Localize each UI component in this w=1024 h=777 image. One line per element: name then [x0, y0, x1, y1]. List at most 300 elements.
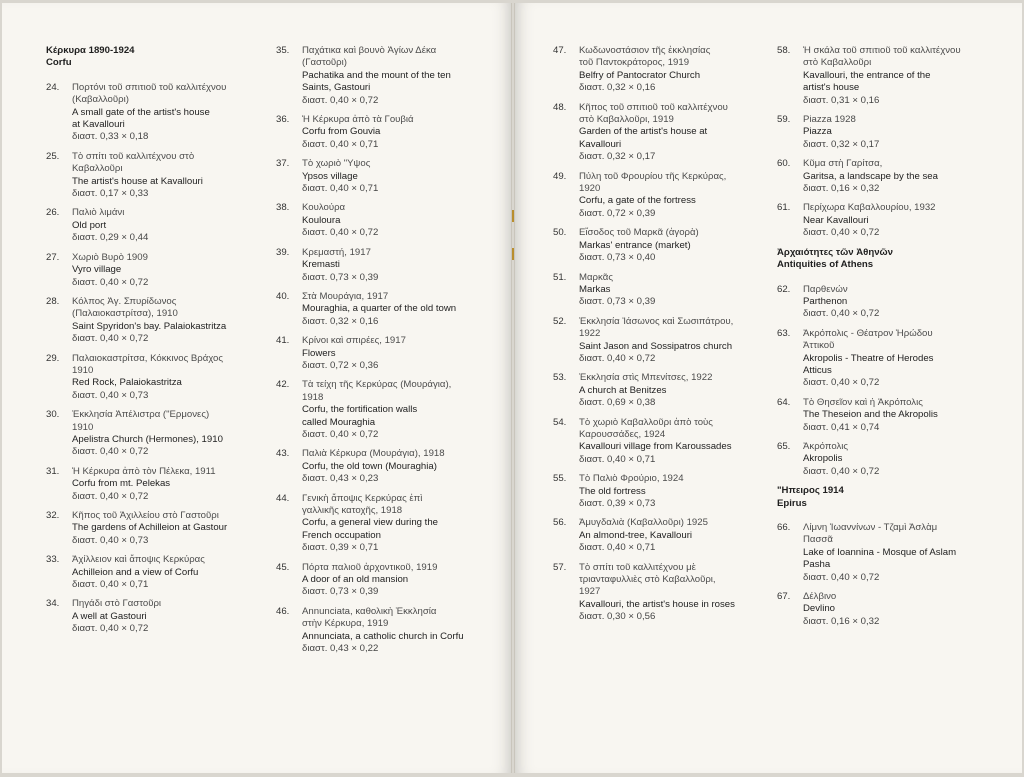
entry-body: [803, 158, 1017, 195]
greek-title: 1910: [72, 364, 94, 376]
entry-body: [579, 171, 775, 221]
catalogue-entry: [46, 353, 272, 403]
greek-title: 1920: [579, 183, 601, 195]
greek-title: Εἴσοδος τοῦ Μαρκᾶ (ἀγορὰ): [579, 227, 699, 239]
entry-number: 50.: [553, 227, 567, 239]
greek-title: Κῆπος τοῦ Ἀχιλλείου στὸ Γαστοῦρι: [72, 510, 219, 521]
entry-number: 24.: [46, 81, 60, 93]
greek-title: Κωδωνοστάσιον τῆς ἐκκλησίας: [579, 45, 711, 56]
english-title: Atticus: [803, 364, 832, 376]
entry-number: 42.: [276, 379, 290, 391]
entry-number: 67.: [777, 591, 791, 603]
catalogue-entry: [276, 493, 500, 555]
entry-number: 39.: [276, 246, 290, 258]
catalogue-column-4: [777, 45, 1017, 635]
entry-body: [72, 207, 272, 244]
section-heading-line: Corfu: [46, 57, 72, 69]
dimensions: διαστ. 0,73 × 0,39: [302, 586, 379, 598]
entry-body: [302, 291, 500, 328]
entry-number: 40.: [276, 290, 290, 302]
entry-body: [803, 284, 1017, 321]
entry-number: 33.: [46, 554, 60, 566]
greek-title: Κουλούρα: [302, 202, 346, 214]
english-title: Devlino: [803, 603, 835, 615]
english-title: Annunciata, a catholic church in Corfu: [302, 630, 464, 642]
dimensions: διαστ. 0,32 × 0,16: [302, 315, 379, 327]
greek-title: Καρουσσάδες, 1924: [579, 428, 666, 440]
greek-title: Παλαιοκαστρίτσα, Κόκκινος Βράχος: [72, 352, 224, 364]
dimensions: διαστ. 0,40 × 0,71: [579, 453, 656, 465]
entry-body: [803, 441, 1017, 478]
dimensions: διαστ. 0,40 × 0,72: [302, 428, 379, 440]
english-title: Markas' entrance (market): [579, 239, 691, 251]
dimensions: διαστ. 0,40 × 0,72: [72, 276, 149, 288]
entry-number: 55.: [553, 473, 567, 485]
english-title: Flowers: [302, 347, 336, 359]
entry-number: 53.: [553, 372, 567, 384]
catalogue-entry: [46, 409, 272, 459]
english-title: A small gate of the artist's house: [72, 106, 210, 118]
greek-title: Ἐκκλησία Ἀπέλιστρα ("Ερμονες): [72, 409, 210, 421]
english-title: A church at Benitzes: [579, 384, 667, 396]
english-title: Red Rock, Palaiokastritza: [72, 377, 182, 389]
catalogue-entry: [276, 114, 500, 151]
catalogue-entry: [276, 335, 500, 372]
english-title: Pachatika and the mount of the ten: [302, 69, 451, 81]
catalogue-entry: [276, 45, 500, 107]
english-title: Corfu, the old town (Mouraghia): [302, 460, 437, 472]
entry-number: 36.: [276, 114, 290, 126]
greek-title: Πορτόνι τοῦ σπιτιοῦ τοῦ καλλιτέχνου: [72, 81, 227, 93]
entry-number: 32.: [46, 510, 60, 521]
entry-body: [72, 296, 272, 346]
dimensions: διαστ. 0,39 × 0,71: [302, 542, 379, 554]
section-heading: [777, 485, 1017, 510]
entry-body: [579, 473, 775, 510]
entry-body: [302, 202, 500, 239]
greek-title: Πηγάδι στὸ Γαστοῦρι: [72, 598, 162, 610]
dimensions: διαστ. 0,40 × 0,71: [579, 542, 656, 554]
entry-body: [72, 151, 272, 201]
catalogue-entry: [553, 102, 775, 164]
section-heading-line: "Ηπειρος 1914: [777, 485, 844, 497]
entry-number: 45.: [276, 561, 290, 573]
section-heading: [46, 45, 272, 70]
entry-body: [302, 335, 500, 372]
dimensions: διαστ. 0,33 × 0,18: [72, 131, 149, 143]
catalogue-entry: [777, 114, 1017, 151]
greek-title: Κρεμαστή, 1917: [302, 246, 371, 258]
dimensions: διαστ. 0,16 × 0,32: [803, 615, 880, 627]
dimensions: διαστ. 0,32 × 0,16: [579, 82, 656, 94]
english-title: Vyro village: [72, 264, 122, 276]
english-title: Garitsa, a landscape by the sea: [803, 170, 938, 182]
entry-number: 59.: [777, 114, 791, 126]
english-title: Kavallouri, the artist's house in roses: [579, 598, 735, 610]
section-heading-line: Ἀρχαιότητες τῶν Ἀθηνῶν: [777, 246, 893, 258]
dimensions: διαστ. 0,72 × 0,39: [579, 207, 656, 219]
dimensions: διαστ. 0,31 × 0,16: [803, 94, 880, 106]
entry-body: [579, 102, 775, 164]
catalogue-entry: [553, 45, 775, 95]
greek-title: Τὰ τείχη τῆς Κερκύρας (Μουράγια),: [302, 379, 452, 391]
english-title: Kouloura: [302, 214, 341, 226]
dimensions: διαστ. 0,40 × 0,72: [803, 308, 880, 320]
greek-title: Ἀμυγδαλιὰ (Καβαλλοῦρι) 1925: [579, 517, 708, 529]
greek-title: Παρθενών: [803, 283, 848, 295]
greek-title: Ἀκρόπολις - Θέατρον Ἡρώδου: [803, 327, 933, 339]
entry-body: [72, 252, 272, 289]
entry-body: [302, 448, 500, 485]
entry-body: [803, 591, 1017, 628]
greek-title: στὴν Κέρκυρα, 1919: [302, 618, 389, 630]
entry-body: [72, 598, 272, 635]
entry-body: [579, 316, 775, 366]
english-title: Corfu from Gouvia: [302, 126, 381, 138]
catalogue-entry: [777, 328, 1017, 390]
english-title: Kremasti: [302, 259, 340, 271]
binding-staple-mark: [512, 210, 514, 222]
english-title: Akropolis: [803, 453, 843, 465]
dimensions: διαστ. 0,40 × 0,72: [72, 446, 149, 458]
entry-number: 28.: [46, 295, 60, 307]
english-title: Akropolis - Theatre of Herodes: [803, 352, 934, 364]
catalogue-entry: [777, 591, 1017, 628]
english-title: Saints, Gastouri: [302, 82, 371, 94]
greek-title: Πόρτα παλιοῦ ἀρχοντικοῦ, 1919: [302, 561, 438, 573]
english-title: Garden of the artist's house at: [579, 126, 708, 138]
english-title: Apelistra Church (Hermones), 1910: [72, 433, 223, 445]
entry-number: 47.: [553, 45, 567, 56]
dimensions: διαστ. 0,40 × 0,72: [302, 94, 379, 106]
english-title: French occupation: [302, 529, 381, 541]
greek-title: 1927: [579, 586, 601, 598]
catalogue-entry: [46, 207, 272, 244]
dimensions: διαστ. 0,40 × 0,72: [803, 227, 880, 239]
dimensions: διαστ. 0,69 × 0,38: [579, 397, 656, 409]
catalogue-entry: [276, 202, 500, 239]
entry-number: 38.: [276, 202, 290, 214]
greek-title: Ἐκκλησία στὶς Μπενίτσες, 1922: [579, 372, 713, 384]
greek-title: Γενικὴ ἄποψις Κερκύρας ἐπὶ: [302, 492, 423, 504]
entry-number: 44.: [276, 492, 290, 504]
catalogue-entry: [276, 606, 500, 656]
catalogue-entry: [553, 272, 775, 309]
entry-body: [803, 202, 1017, 239]
english-title: Corfu from mt. Pelekas: [72, 478, 171, 490]
entry-number: 30.: [46, 409, 60, 421]
greek-title: Ἀκρόπολις: [803, 440, 849, 452]
entry-number: 60.: [777, 158, 791, 170]
catalogue-entry: [553, 227, 775, 264]
english-title: Corfu, a general view during the: [302, 517, 438, 529]
catalogue-entry: [46, 466, 272, 503]
dimensions: διαστ. 0,29 × 0,44: [72, 232, 149, 244]
dimensions: διαστ. 0,40 × 0,72: [72, 490, 149, 502]
catalogue-entry: [553, 417, 775, 467]
english-title: artist's house: [803, 82, 860, 94]
english-title: Lake of Ioannina - Mosque of Aslam: [803, 546, 957, 558]
entry-body: [302, 379, 500, 441]
entry-number: 63.: [777, 327, 791, 339]
catalogue-entry: [276, 291, 500, 328]
greek-title: Κῦμα στὴ Γαρίτσα,: [803, 158, 883, 170]
entry-body: [72, 510, 272, 547]
entry-body: [803, 522, 1017, 584]
english-title: Mouraghia, a quarter of the old town: [302, 303, 457, 315]
catalogue-column-2: [276, 45, 500, 662]
catalogue-entry: [46, 151, 272, 201]
entry-number: 65.: [777, 440, 791, 452]
catalogue-entry: [46, 554, 272, 591]
entry-body: [72, 466, 272, 503]
section-heading: [777, 247, 1017, 272]
catalogue-entry: [553, 372, 775, 409]
entry-number: 31.: [46, 465, 60, 477]
greek-title: Παλιὰ Κέρκυρα (Μουράγια), 1918: [302, 448, 445, 460]
entry-number: 49.: [553, 170, 567, 182]
greek-title: Κρίνοι καὶ σπιρέες, 1917: [302, 335, 406, 347]
entry-number: 62.: [777, 283, 791, 295]
greek-title: (Καβαλλοῦρι): [72, 94, 129, 106]
entry-body: [302, 45, 500, 107]
entry-number: 46.: [276, 605, 290, 617]
entry-body: [579, 227, 775, 264]
dimensions: διαστ. 0,40 × 0,72: [579, 352, 656, 364]
entry-body: [302, 606, 500, 656]
entry-number: 66.: [777, 522, 791, 533]
dimensions: διαστ. 0,40 × 0,72: [803, 377, 880, 389]
catalogue-entry: [553, 316, 775, 366]
catalogue-entry: [553, 171, 775, 221]
dimensions: διαστ. 0,43 × 0,22: [302, 643, 379, 655]
section-heading-line: Κέρκυρα 1890-1924: [46, 45, 135, 56]
entry-body: [579, 45, 775, 95]
greek-title: Τὸ Παλιὸ Φρούριο, 1924: [579, 473, 684, 485]
english-title: The old fortress: [579, 485, 646, 497]
greek-title: Κόλπος Ἁγ. Σπυρίδωνος: [72, 295, 177, 307]
catalogue-entry: [777, 158, 1017, 195]
dimensions: διαστ. 0,16 × 0,32: [803, 183, 880, 195]
greek-title: Χωριὸ Βυρὸ 1909: [72, 251, 148, 263]
catalogue-entry: [276, 247, 500, 284]
dimensions: διαστ. 0,40 × 0,73: [72, 534, 149, 546]
entry-number: 48.: [553, 101, 567, 113]
catalogue-entry: [777, 522, 1017, 584]
entry-number: 57.: [553, 561, 567, 573]
catalogue-entry: [553, 473, 775, 510]
greek-title: (Παλαιοκαστρίτσα), 1910: [72, 308, 178, 320]
greek-title: Λίμνη Ἰωαννίνων - Τζαμὶ Ἀσλὰμ: [803, 522, 938, 533]
dimensions: διαστ. 0,73 × 0,40: [579, 252, 656, 264]
greek-title: Πύλη τοῦ Φρουρίου τῆς Κερκύρας,: [579, 170, 727, 182]
greek-title: Ἡ Κέρκυρα ἀπὸ τὸν Πέλεκα, 1911: [72, 465, 216, 477]
catalogue-entry: [276, 562, 500, 599]
dimensions: διαστ. 0,40 × 0,72: [803, 465, 880, 477]
english-title: Saint Jason and Sossipatros church: [579, 340, 733, 352]
greek-title: Ἡ σκάλα τοῦ σπιτιοῦ τοῦ καλλιτέχνου: [803, 45, 961, 56]
entry-number: 29.: [46, 352, 60, 364]
entry-body: [72, 409, 272, 459]
greek-title: Ἀττικοῦ: [803, 340, 835, 352]
entry-number: 51.: [553, 271, 567, 283]
greek-title: 1922: [579, 328, 601, 340]
greek-title: (Γαστοῦρι): [302, 57, 347, 69]
catalogue-column-3: [553, 45, 775, 631]
catalogue-entry: [46, 296, 272, 346]
greek-title: Πασσᾶ: [803, 534, 833, 546]
english-title: Saint Spyridon's bay. Palaiokastritza: [72, 320, 227, 332]
greek-title: Δέλβινο: [803, 591, 837, 603]
dimensions: διαστ. 0,40 × 0,72: [72, 623, 149, 635]
english-title: called Mouraghia: [302, 416, 376, 428]
greek-title: στὸ Καβαλλοῦρι, 1919: [579, 114, 674, 126]
greek-title: Στὰ Μουράγια, 1917: [302, 290, 389, 302]
english-title: Kavallouri village from Karoussades: [579, 441, 732, 453]
dimensions: διαστ. 0,17 × 0,33: [72, 188, 149, 200]
greek-title: γαλλικῆς κατοχῆς, 1918: [302, 505, 403, 516]
english-title: Piazza: [803, 126, 832, 138]
english-title: Kavallouri: [579, 138, 622, 150]
catalogue-entry: [46, 510, 272, 547]
dimensions: διαστ. 0,32 × 0,17: [803, 138, 880, 150]
dimensions: διαστ. 0,41 × 0,74: [803, 421, 880, 433]
entry-body: [803, 114, 1017, 151]
english-title: Near Kavallouri: [803, 214, 869, 226]
entry-body: [302, 114, 500, 151]
english-title: Pasha: [803, 559, 831, 571]
entry-number: 37.: [276, 158, 290, 170]
catalogue-entry: [777, 284, 1017, 321]
greek-title: Τὸ Θησεῖον καὶ ἡ Ἀκρόπολις: [803, 396, 923, 408]
entry-number: 25.: [46, 150, 60, 162]
catalogue-entry: [553, 517, 775, 554]
english-title: The Theseion and the Akropolis: [803, 409, 938, 421]
entry-number: 41.: [276, 335, 290, 347]
dimensions: διαστ. 0,39 × 0,73: [579, 498, 656, 509]
catalogue-entry: [46, 82, 272, 144]
dimensions: διαστ. 0,32 × 0,17: [579, 151, 656, 163]
left-page: [2, 3, 512, 773]
entry-body: [579, 562, 775, 624]
english-title: An almond-tree, Kavallouri: [579, 529, 693, 541]
catalogue-entry: [777, 441, 1017, 478]
greek-title: Τὸ σπίτι τοῦ καλλιτέχνου μὲ: [579, 561, 696, 573]
greek-title: 1918: [302, 391, 324, 403]
section-heading-line: Antiquities of Athens: [777, 259, 874, 271]
greek-title: Παλιὸ λιμάνι: [72, 207, 125, 219]
right-page: [514, 3, 1022, 773]
greek-title: Τὸ χωριὸ "Υψος: [302, 158, 371, 170]
greek-title: Κῆπος τοῦ σπιτιοῦ τοῦ καλλιτέχνου: [579, 101, 728, 113]
dimensions: διαστ. 0,30 × 0,56: [579, 611, 656, 623]
dimensions: διαστ. 0,40 × 0,72: [302, 227, 379, 239]
binding-staple-mark: [512, 248, 514, 260]
greek-title: Καβαλλοῦρι: [72, 163, 123, 175]
greek-title: Τὸ χωριὸ Καβαλλοῦρι ἀπὸ τοὺς: [579, 416, 713, 428]
dimensions: διαστ. 0,40 × 0,73: [72, 389, 149, 401]
entry-body: [72, 353, 272, 403]
dimensions: διαστ. 0,40 × 0,71: [72, 579, 149, 591]
catalogue-entry: [276, 379, 500, 441]
catalogue-entry: [276, 448, 500, 485]
english-title: The artist's house at Kavallouri: [72, 175, 203, 187]
entry-body: [579, 372, 775, 409]
greek-title: Μαρκᾶς: [579, 271, 613, 283]
english-title: Corfu, the fortification walls: [302, 404, 418, 416]
catalogue-column-1: [46, 45, 272, 643]
catalogue-entry: [777, 45, 1017, 107]
greek-title: Piazza 1928: [803, 114, 856, 126]
entry-body: [579, 417, 775, 467]
entry-body: [803, 45, 1017, 107]
dimensions: διαστ. 0,43 × 0,23: [302, 473, 379, 485]
greek-title: Ἡ Κέρκυρα ἀπὸ τὰ Γουβιά: [302, 114, 414, 126]
english-title: Achilleion and a view of Corfu: [72, 566, 199, 578]
catalogue-entry: [553, 562, 775, 624]
dimensions: διαστ. 0,40 × 0,72: [72, 333, 149, 345]
greek-title: τοῦ Παντοκράτορος, 1919: [579, 57, 690, 69]
catalogue-entry: [276, 158, 500, 195]
entry-body: [302, 247, 500, 284]
english-title: Ypsos village: [302, 170, 358, 182]
entry-number: 27.: [46, 251, 60, 263]
entry-number: 26.: [46, 207, 60, 219]
dimensions: διαστ. 0,40 × 0,71: [302, 138, 379, 150]
english-title: Belfry of Pantocrator Church: [579, 69, 701, 81]
dimensions: διαστ. 0,72 × 0,36: [302, 359, 379, 371]
greek-title: Annunciata, καθολικὴ Ἐκκλησία: [302, 605, 437, 617]
greek-title: Ἐκκλησία Ἰάσωνος καὶ Σωσιπάτρου,: [579, 315, 734, 327]
greek-title: Περίχωρα Καβαλλουρίου, 1932: [803, 202, 936, 214]
greek-title: Παχάτικα καὶ βουνὸ Ἁγίων Δέκα: [302, 45, 437, 56]
english-title: The gardens of Achilleion at Gastour: [72, 522, 228, 534]
english-title: A well at Gastouri: [72, 610, 147, 622]
greek-title: 1910: [72, 421, 94, 433]
entry-number: 58.: [777, 45, 791, 56]
english-title: Corfu, a gate of the fortress: [579, 195, 696, 207]
dimensions: διαστ. 0,73 × 0,39: [302, 271, 379, 283]
entry-body: [803, 328, 1017, 390]
greek-title: στὸ Καβαλλοῦρι: [803, 57, 872, 69]
entry-body: [579, 272, 775, 309]
english-title: at Kavallouri: [72, 119, 125, 131]
dimensions: διαστ. 0,73 × 0,39: [579, 296, 656, 308]
entry-number: 34.: [46, 598, 60, 610]
catalogue-entry: [777, 397, 1017, 434]
catalogue-entry: [46, 252, 272, 289]
entry-body: [302, 493, 500, 555]
english-title: Parthenon: [803, 295, 848, 307]
entry-number: 61.: [777, 202, 791, 214]
entry-body: [302, 562, 500, 599]
dimensions: διαστ. 0,40 × 0,71: [302, 183, 379, 195]
entry-body: [803, 397, 1017, 434]
entry-body: [302, 158, 500, 195]
english-title: Old port: [72, 219, 107, 231]
entry-number: 56.: [553, 517, 567, 529]
english-title: A door of an old mansion: [302, 574, 409, 586]
entry-body: [579, 517, 775, 554]
greek-title: Τὸ σπίτι τοῦ καλλιτέχνου στὸ: [72, 150, 195, 162]
greek-title: τριανταφυλλιὲς στὸ Καβαλλοῦρι,: [579, 574, 716, 586]
entry-number: 54.: [553, 416, 567, 428]
english-title: Kavallouri, the entrance of the: [803, 69, 931, 81]
greek-title: Ἀχίλλειον καὶ ἄποψις Κερκύρας: [72, 554, 205, 566]
entry-body: [72, 554, 272, 591]
english-title: Markas: [579, 283, 611, 295]
entry-number: 43.: [276, 448, 290, 460]
